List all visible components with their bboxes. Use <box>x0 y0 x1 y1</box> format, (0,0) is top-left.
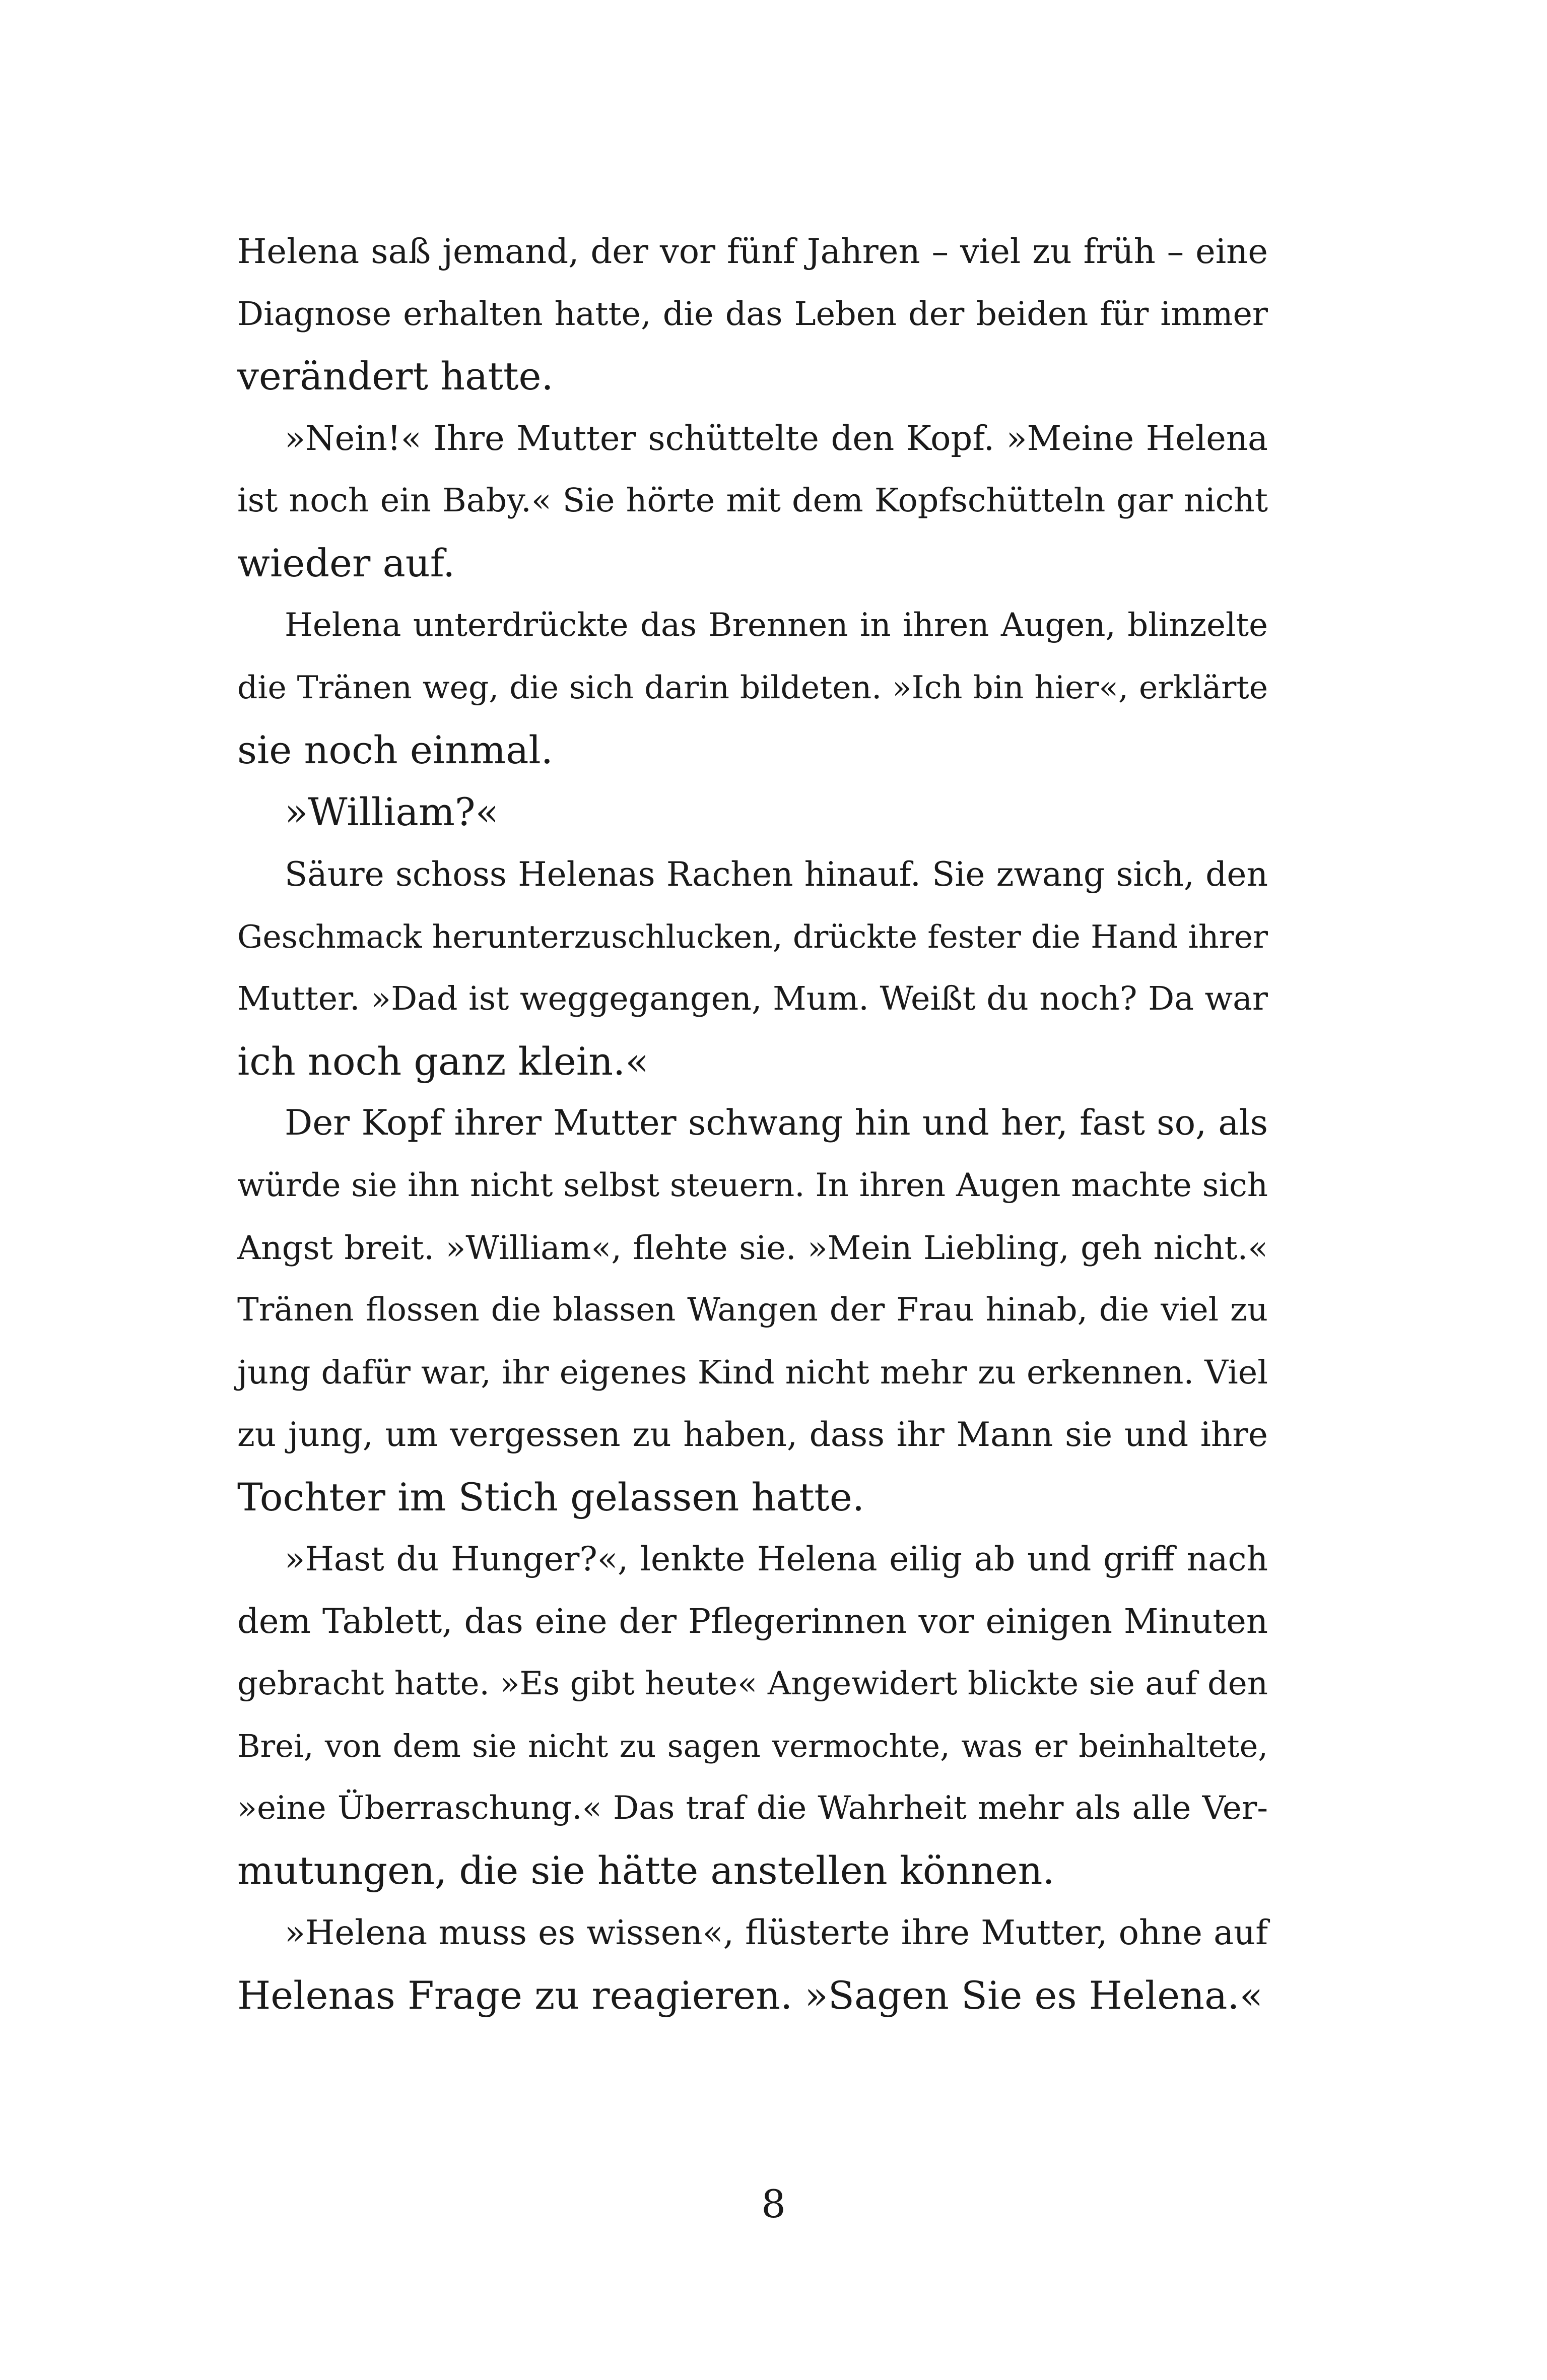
text-line: die Tränen weg, die sich darin bildeten. »Ich bin hier«, erklärte <box>237 669 1268 706</box>
text-line: Helenas Frage zu reagieren. »Sagen Sie es Helena.« <box>237 1972 1263 2018</box>
text-line: verändert hatte. <box>237 354 554 399</box>
text-line: »Helena muss es wissen«, flüsterte ihre Mutter, ohne auf <box>285 1913 1268 1953</box>
text-line: gebracht hatte. »Es gibt heute« Angewidert blickte sie auf den <box>237 1665 1268 1702</box>
text-line: wieder auf. <box>237 540 455 585</box>
text-line: Geschmack herunterzuschlucken, drückte fester die Hand ihrer <box>237 918 1268 955</box>
text-line: Tränen flossen die blassen Wangen der Frau hinab, die viel zu <box>237 1291 1268 1329</box>
text-line: Der Kopf ihrer Mutter schwang hin und her, fast so, als <box>285 1103 1268 1144</box>
text-line: ich noch ganz klein.« <box>237 1038 649 1084</box>
text-line: Brei, von dem sie nicht zu sagen vermochte, was er beinhaltete, <box>237 1728 1268 1765</box>
text-line: dem Tablett, das eine der Pflegerinnen vor einigen Minuten <box>237 1602 1268 1641</box>
text-line: »eine Überraschung.« Das traf die Wahrheit mehr als alle Ver- <box>237 1789 1268 1827</box>
text-line: jung dafür war, ihr eigenes Kind nicht mehr zu erkennen. Viel <box>237 1353 1268 1392</box>
text-line: ist noch ein Baby.« Sie hörte mit dem Kopfschütteln gar nicht <box>237 482 1268 520</box>
text-line: Säure schoss Helenas Rachen hinauf. Sie zwang sich, den <box>285 854 1268 894</box>
text-line: zu jung, um vergessen zu haben, dass ihr Mann sie und ihre <box>237 1415 1268 1455</box>
text-line: »William?« <box>285 789 499 835</box>
text-line: sie noch einmal. <box>237 727 553 772</box>
text-line: würde sie ihn nicht selbst steuern. In ihren Augen machte sich <box>237 1166 1268 1204</box>
text-line: Helena unterdrückte das Brennen in ihren Augen, blinzelte <box>285 606 1268 644</box>
page-number: 8 <box>761 2181 786 2226</box>
body-text <box>237 221 1268 2026</box>
text-line: »Nein!« Ihre Mutter schüttelte den Kopf. »Meine Helena <box>285 418 1268 458</box>
text-line: Helena saß jemand, der vor fünf Jahren – viel zu früh – eine <box>237 232 1268 271</box>
text-line: Diagnose erhalten hatte, die das Leben der beiden für immer <box>237 295 1268 333</box>
text-line: Tochter im Stich gelassen hatte. <box>237 1474 864 1519</box>
text-line: Angst breit. »William«, flehte sie. »Mein Liebling, geh nicht.« <box>237 1229 1268 1267</box>
text-line: »Hast du Hunger?«, lenkte Helena eilig ab und griff nach <box>285 1540 1268 1579</box>
text-line: mutungen, die sie hätte anstellen können. <box>237 1848 1055 1893</box>
text-line: Mutter. »Dad ist weggegangen, Mum. Weißt du noch? Da war <box>237 980 1268 1018</box>
